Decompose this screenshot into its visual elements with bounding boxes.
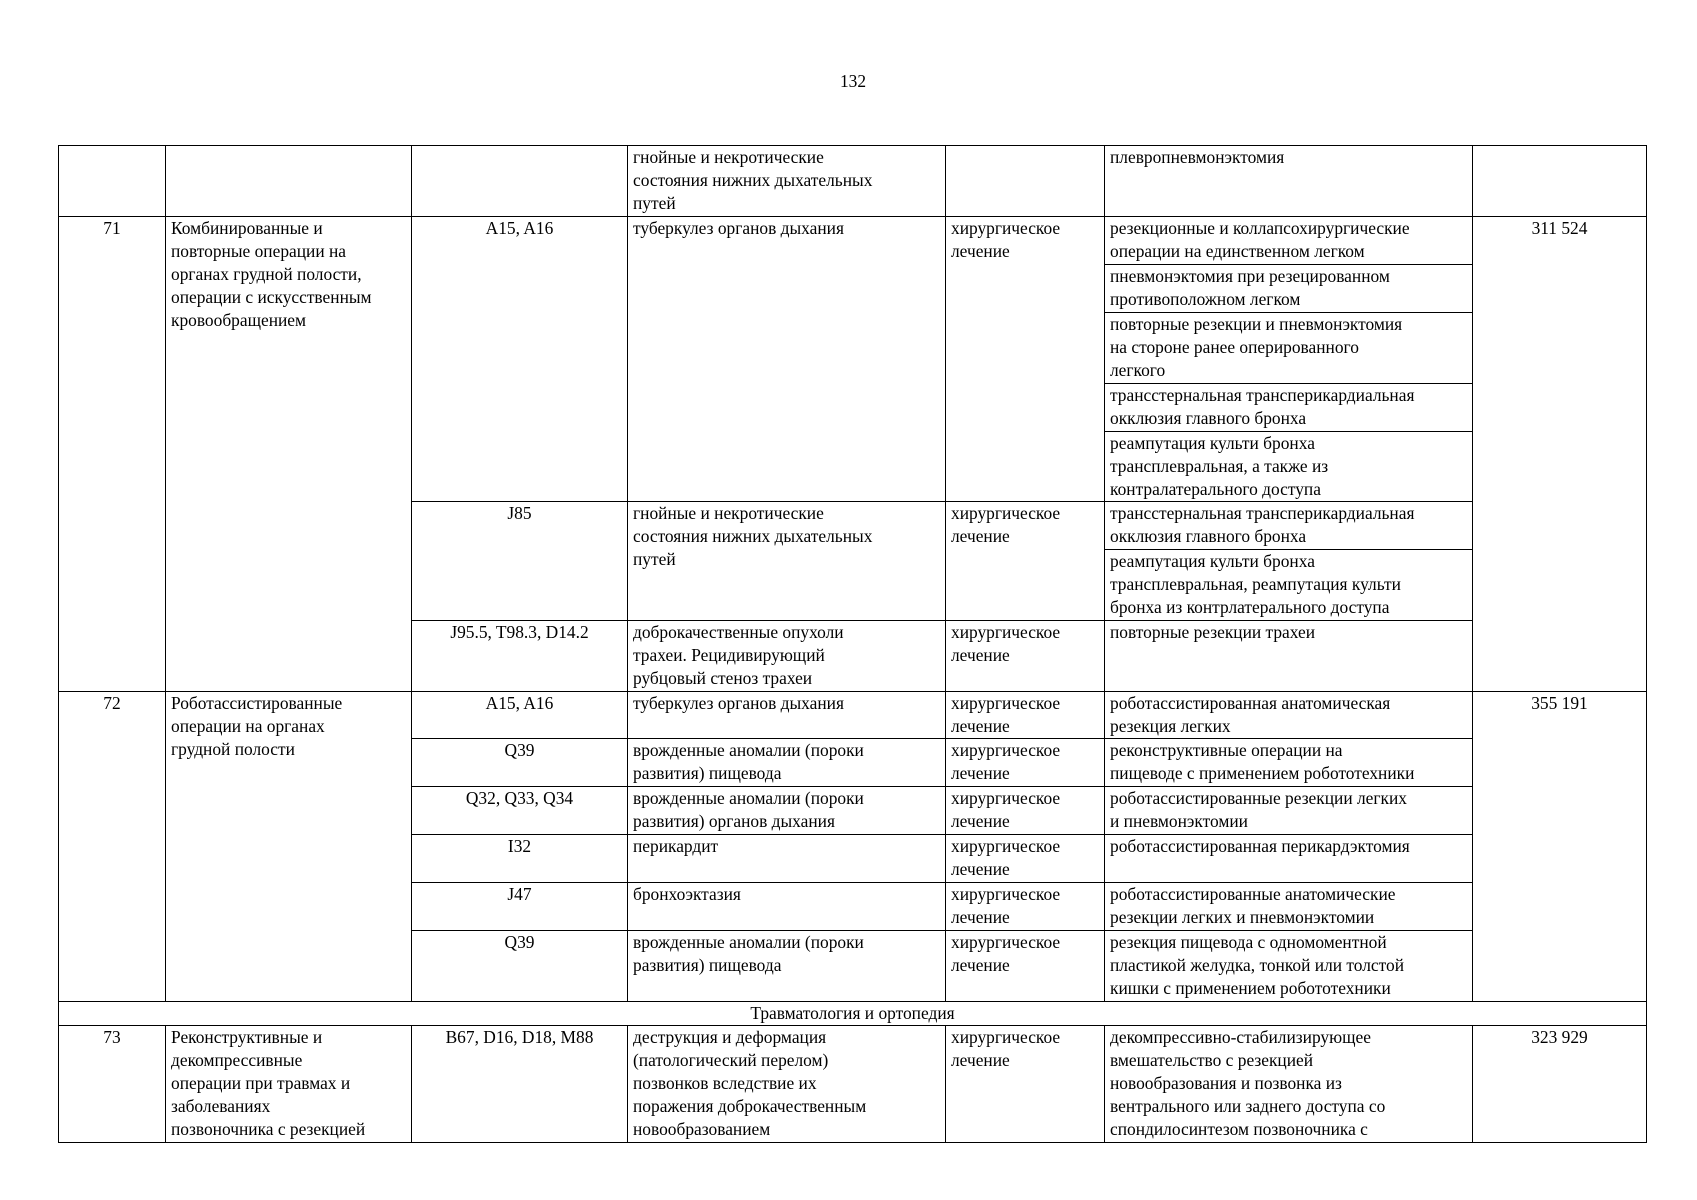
table-cell-number: 71 [59, 217, 166, 692]
table-cell-method: реконструктивные операции на пищеводе с применением робототехники [1105, 739, 1473, 787]
table-cell-number: 72 [59, 692, 166, 1002]
table-cell-diagnosis: гнойные и некротические состояния нижних дыхательных путей [628, 146, 946, 217]
table-cell-icd-codes: J95.5, T98.3, D14.2 [412, 621, 628, 692]
table-cell-treatment: хирургическое лечение [946, 787, 1105, 835]
medical-care-table [58, 145, 1647, 1143]
table-cell-method: декомпрессивно-стабилизирующее вмешательство с резекцией новообразования и позвонка из вентрального или заднего доступа со спондилосинтезом позвоночника с [1105, 1026, 1473, 1143]
table-cell-treatment: хирургическое лечение [946, 621, 1105, 692]
table-cell-icd-codes: J85 [412, 502, 628, 621]
table-cell-cost: 323 929 [1473, 1026, 1647, 1143]
table-cell-icd-codes: Q32, Q33, Q34 [412, 787, 628, 835]
table-cell-diagnosis: деструкция и деформация (патологический перелом) позвонков вследствие их поражения доброкачественным новообразованием [628, 1026, 946, 1143]
table-cell-treatment: хирургическое лечение [946, 692, 1105, 739]
table-cell-method: реампутация культи бронха трансплевральная, а также из контралатерального доступа [1105, 432, 1473, 502]
table-cell-method: роботассистированная перикардэктомия [1105, 835, 1473, 883]
table-cell-number: 73 [59, 1026, 166, 1143]
table-cell-treatment: хирургическое лечение [946, 835, 1105, 883]
table-cell-empty [412, 146, 628, 217]
table-cell-treatment: хирургическое лечение [946, 931, 1105, 1002]
table-cell-icd-codes: A15, A16 [412, 692, 628, 739]
table-cell-method: резекция пищевода с одномоментной пластикой желудка, тонкой или толстой кишки с применением робототехники [1105, 931, 1473, 1002]
table-cell-diagnosis: врожденные аномалии (пороки развития) пищевода [628, 931, 946, 1002]
table-cell-diagnosis: туберкулез органов дыхания [628, 692, 946, 739]
table-cell-icd-codes: Q39 [412, 739, 628, 787]
table-cell-diagnosis: врожденные аномалии (пороки развития) пищевода [628, 739, 946, 787]
table-cell-method: реампутация культи бронха трансплевральная, реампутация культи бронха из контрлатерального доступа [1105, 550, 1473, 621]
table-cell-icd-codes: I32 [412, 835, 628, 883]
table-cell-diagnosis: доброкачественные опухоли трахеи. Рецидивирующий рубцовый стеноз трахеи [628, 621, 946, 692]
table-cell-method: повторные резекции и пневмонэктомия на стороне ранее оперированного легкого [1105, 313, 1473, 384]
table-cell-method: повторные резекции трахеи [1105, 621, 1473, 692]
table-cell-method: трансстернальная трансперикардиальная окклюзия главного бронха [1105, 502, 1473, 550]
table-cell-treatment: хирургическое лечение [946, 739, 1105, 787]
table-cell-treatment: хирургическое лечение [946, 1026, 1105, 1143]
table-cell-empty [1473, 146, 1647, 217]
table-cell-method: пневмонэктомия при резецированном противоположном легком [1105, 265, 1473, 313]
table-cell-icd-codes: B67, D16, D18, M88 [412, 1026, 628, 1143]
table-cell-icd-codes: Q39 [412, 931, 628, 1002]
table-cell-diagnosis: врожденные аномалии (пороки развития) органов дыхания [628, 787, 946, 835]
section-header: Травматология и ортопедия [59, 1002, 1647, 1026]
table-cell-empty [166, 146, 412, 217]
table-cell-cost: 355 191 [1473, 692, 1647, 1002]
table-cell-icd-codes: J47 [412, 883, 628, 931]
table-cell-name: Реконструктивные и декомпрессивные операции при травмах и заболеваниях позвоночника с резекцией [166, 1026, 412, 1143]
table-cell-diagnosis: бронхоэктазия [628, 883, 946, 931]
table-cell-name: Комбинированные и повторные операции на органах грудной полости, операции с искусственным кровообращением [166, 217, 412, 692]
table-cell-cost: 311 524 [1473, 217, 1647, 692]
table-cell-name: Роботассистированные операции на органах грудной полости [166, 692, 412, 1002]
table-cell-treatment: хирургическое лечение [946, 883, 1105, 931]
table-cell-method: роботассистированная анатомическая резекция легких [1105, 692, 1473, 739]
table-cell-diagnosis: туберкулез органов дыхания [628, 217, 946, 502]
table-cell-empty [946, 146, 1105, 217]
table-cell-method: роботассистированные анатомические резекции легких и пневмонэктомии [1105, 883, 1473, 931]
table-cell-treatment: хирургическое лечение [946, 217, 1105, 502]
page-number: 132 [839, 71, 867, 91]
table-cell-method: плевропневмонэктомия [1105, 146, 1473, 217]
table-cell-empty [59, 146, 166, 217]
table-cell-method: роботассистированные резекции легких и пневмонэктомии [1105, 787, 1473, 835]
table-cell-icd-codes: A15, A16 [412, 217, 628, 502]
table-cell-method: трансстернальная трансперикардиальная окклюзия главного бронха [1105, 384, 1473, 432]
table-cell-diagnosis: гнойные и некротические состояния нижних дыхательных путей [628, 502, 946, 621]
table-cell-method: резекционные и коллапсохирургические операции на единственном легком [1105, 217, 1473, 265]
table-cell-diagnosis: перикардит [628, 835, 946, 883]
table-cell-treatment: хирургическое лечение [946, 502, 1105, 621]
